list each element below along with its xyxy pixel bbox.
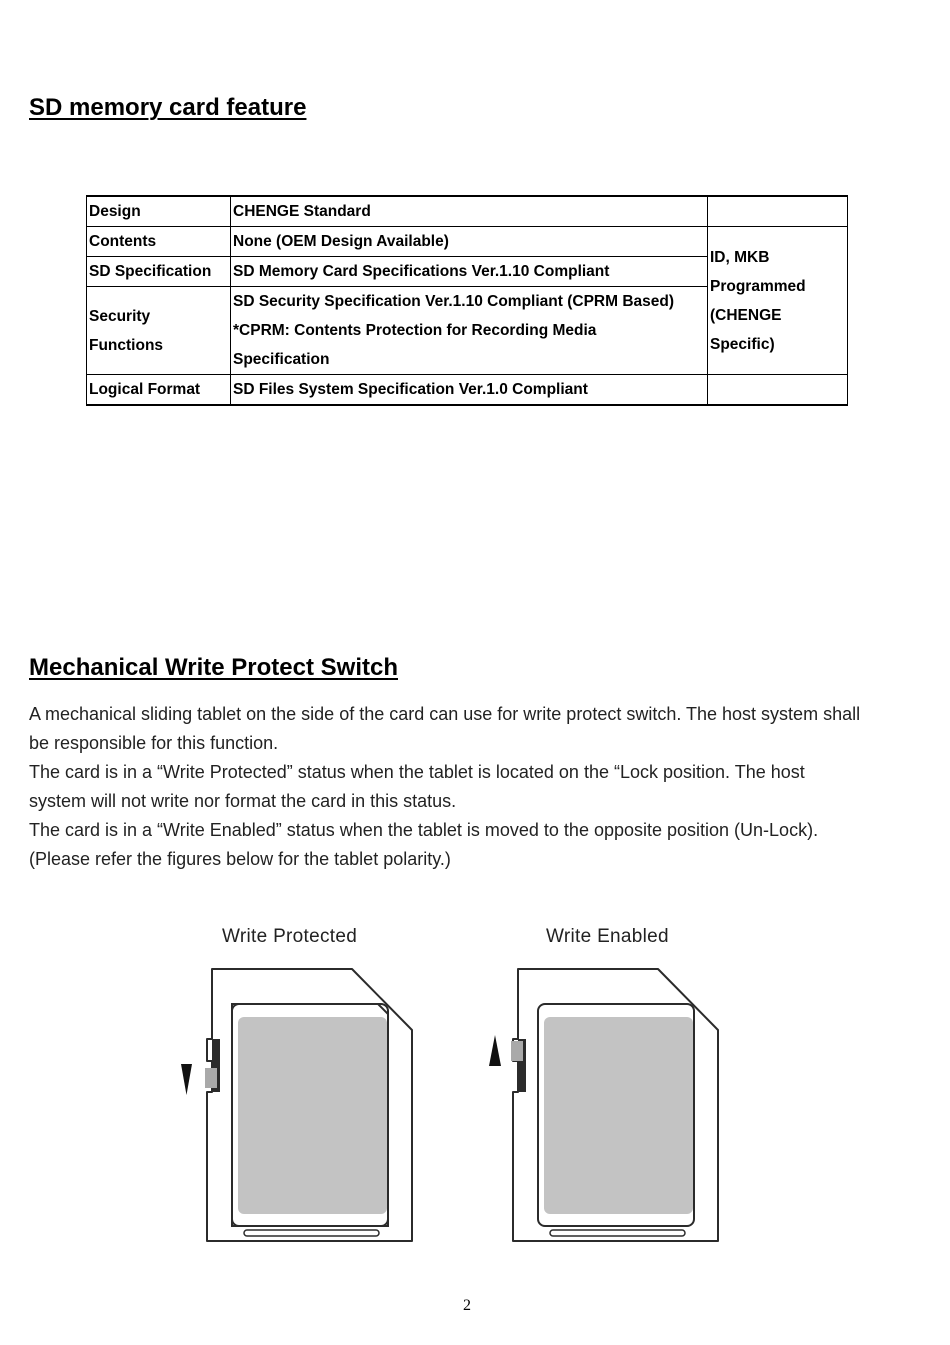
sd-card-locked-illustration xyxy=(176,920,426,1250)
switch-tab xyxy=(205,1068,217,1088)
paragraph-line: A mechanical sliding tablet on the side of the card can use for write protect switch. The host system shall xyxy=(29,704,861,724)
table-cell-label: SD Specification xyxy=(87,257,231,287)
table-row xyxy=(87,196,848,227)
table-row xyxy=(87,227,848,257)
label-line: Security xyxy=(89,307,151,325)
table-cell-merged-note xyxy=(708,227,848,375)
table-cell-value: SD Memory Card Specifications Ver.1.10 Compliant xyxy=(231,257,708,287)
note-line: Specific) xyxy=(710,335,775,353)
table-cell-label: Contents xyxy=(87,227,231,257)
figure-label: Write Enabled xyxy=(546,926,669,947)
paragraph-line: The card is in a “Write Enabled” status when the tablet is moved to the opposite position (Un-Lock). xyxy=(29,820,819,840)
paragraph-line: (Please refer the figures below for the tablet polarity.) xyxy=(29,849,451,869)
figure-label: Write Protected xyxy=(222,926,358,947)
paragraph-line: The card is in a “Write Protected” status when the tablet is located on the “Lock position. The host xyxy=(29,762,805,782)
table-cell-value: None (OEM Design Available) xyxy=(231,227,708,257)
note-line: ID, MKB xyxy=(710,248,770,266)
paragraph-line: be responsible for this function. xyxy=(29,733,279,753)
table-cell-empty xyxy=(708,196,848,227)
value-line: Specification xyxy=(233,351,330,368)
sd-feature-table xyxy=(86,195,848,406)
table-cell-value xyxy=(231,287,708,375)
note-line: (CHENGE xyxy=(710,306,782,324)
value-line: SD Security Specification Ver.1.10 Compliant (CPRM Based) xyxy=(233,293,675,310)
sd-card-window xyxy=(544,1017,693,1214)
table-cell-empty xyxy=(708,375,848,406)
table-cell-label xyxy=(87,287,231,375)
table-cell-label: Logical Format xyxy=(87,375,231,406)
arrow-down-icon xyxy=(181,1064,192,1095)
label-line: Functions xyxy=(89,336,164,354)
table-cell-label: Design xyxy=(87,196,231,227)
write-protect-description xyxy=(29,700,919,874)
section-title-write-protect: Mechanical Write Protect Switch xyxy=(29,654,398,681)
table-cell-value: SD Files System Specification Ver.1.0 Compliant xyxy=(231,375,708,406)
value-line: *CPRM: Contents Protection for Recording Media xyxy=(233,322,597,339)
page-number: 2 xyxy=(463,1297,471,1314)
sd-card-window xyxy=(238,1017,387,1214)
switch-tab xyxy=(511,1041,523,1061)
arrow-up-icon xyxy=(489,1035,501,1066)
table-row xyxy=(87,375,848,406)
section-title-sd-feature: SD memory card feature xyxy=(29,94,307,121)
paragraph-line: system will not write nor format the card in this status. xyxy=(29,791,457,811)
note-line: Programmed xyxy=(710,277,806,295)
table-cell-value: CHENGE Standard xyxy=(231,196,708,227)
sd-card-unlocked-illustration xyxy=(486,920,736,1250)
